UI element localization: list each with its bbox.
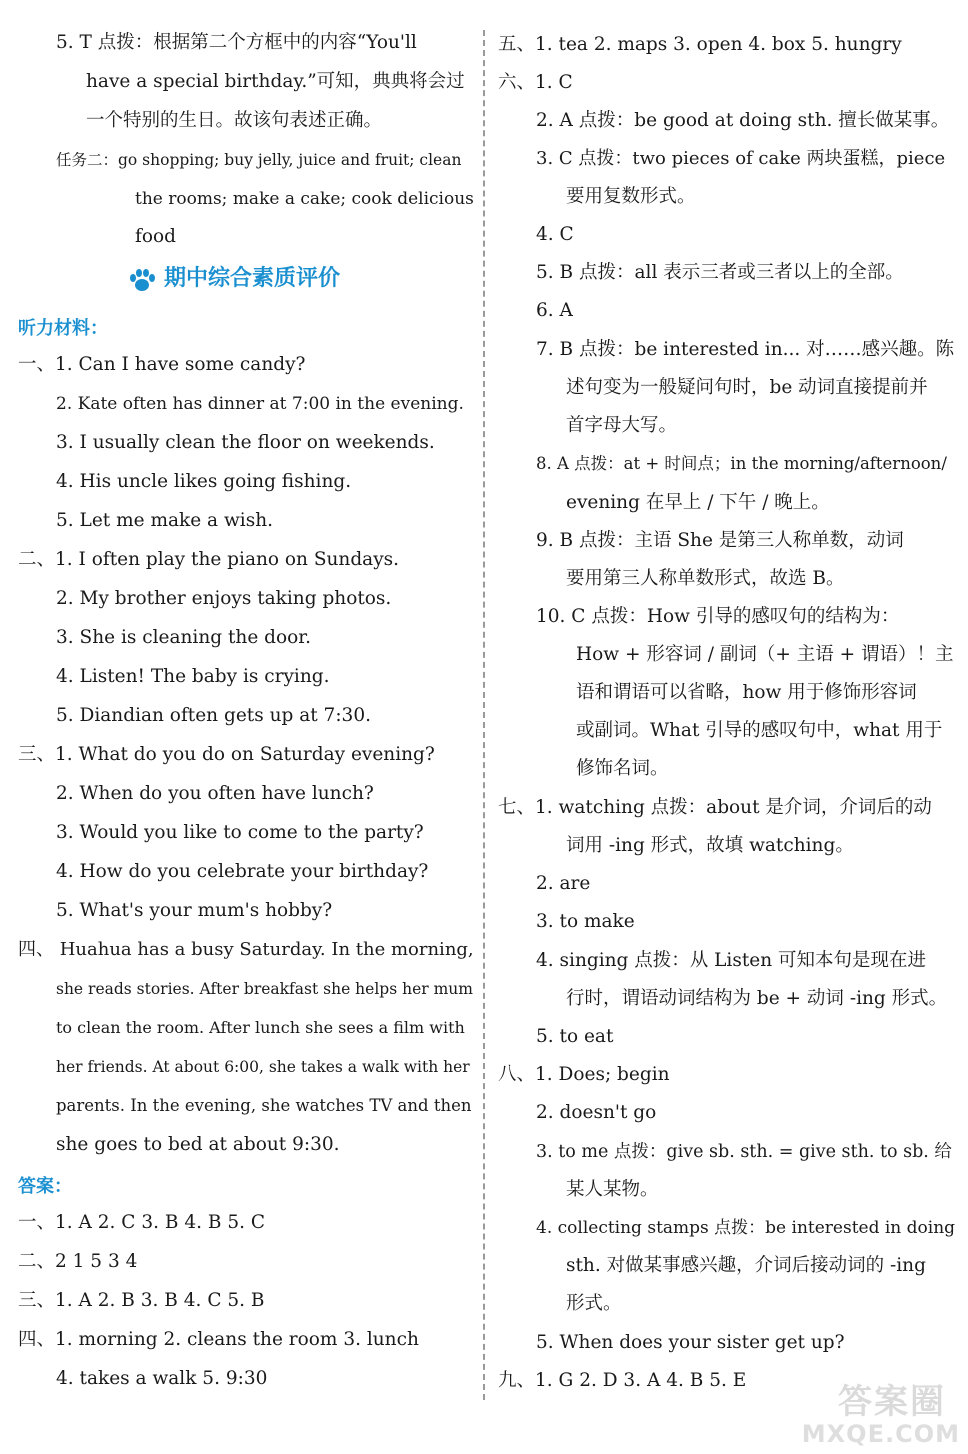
s4-line5: parents. In the evening, she watches TV and then <box>56 1096 472 1115</box>
r7-2: 2. are <box>536 873 591 894</box>
item5-line1: 5. T 点拨：根据第二个方框中的内容“You'll <box>56 32 417 53</box>
section-title-text: 期中综合素质评价 <box>164 266 341 291</box>
r8-4c: 形式。 <box>566 1293 622 1314</box>
s4-line1: 四、 Huahua has a busy Saturday. In the morning, <box>18 939 474 960</box>
answer-row-1: 一、1. A 2. C 3. B 4. B 5. C <box>18 1212 266 1233</box>
task2-line3: food <box>135 226 176 247</box>
s4-line3: to clean the room. After lunch she sees a film with <box>56 1018 465 1037</box>
r8-4a: 4. collecting stamps 点拨：be interested in doing <box>536 1218 956 1238</box>
r7-4b: 行时，谓语动词结构为 be + 动词 -ing 形式。 <box>566 988 948 1009</box>
r6-3a: 3. C 点拨：two pieces of cake 两块蛋糕，piece <box>536 148 946 169</box>
site-watermark <box>774 1374 960 1448</box>
column-divider <box>483 30 485 1400</box>
r7-1a: 七、1. watching 点拨：about 是介词，介词后的动 <box>498 797 932 818</box>
r6-8b: evening 在早上 / 下午 / 晚上。 <box>566 492 830 513</box>
r6-7c: 首字母大写。 <box>566 415 678 436</box>
answer-row-4b: 4. takes a walk 5. 9:30 <box>56 1368 268 1389</box>
r8-2: 2. doesn't go <box>536 1102 657 1123</box>
task2-line1: 任务二：go shopping; buy jelly, juice and fruit; clean <box>56 151 462 169</box>
r6-10d: 或副词。What 引导的感叹句中，what 用于 <box>576 720 943 741</box>
listening-heading: 听力材料： <box>18 318 108 339</box>
item5-line2: have a special birthday.”可知，典典将会过 <box>86 71 465 92</box>
r8-1: 八、1. Does; begin <box>498 1064 670 1085</box>
s1-line3: 3. I usually clean the floor on weekends. <box>56 432 435 453</box>
task2-line2: the rooms; make a cake; cook delicious <box>135 189 474 209</box>
answer-row-2: 二、2 1 5 3 4 <box>18 1251 138 1272</box>
s2-line5: 5. Diandian often gets up at 7:30. <box>56 705 371 726</box>
r7-3: 3. to make <box>536 911 635 932</box>
r8-3a: 3. to me 点拨：give sb. sth. = give sth. to sb. 给 <box>536 1142 952 1162</box>
item5-line3: 一个特别的生日。故该句表述正确。 <box>86 110 383 131</box>
s1-line1: 一、1. Can I have some candy? <box>18 354 306 375</box>
s4-line4: her friends. At about 6:00, she takes a walk with her <box>56 1058 470 1076</box>
r7-5: 5. to eat <box>536 1026 614 1047</box>
r6-9b: 要用第三人称单数形式，故选 B。 <box>566 568 845 589</box>
s2-line1: 二、1. I often play the piano on Sundays. <box>18 549 400 570</box>
s4-line6: she goes to bed at about 9:30. <box>56 1134 340 1155</box>
r6-10c: 语和谓语可以省略，how 用于修饰形容词 <box>576 682 917 703</box>
r8-4b: sth. 对做某事感兴趣，介词后接动词的 -ing <box>566 1255 926 1276</box>
s1-line5: 5. Let me make a wish. <box>56 510 274 531</box>
r6-7a: 7. B 点拨：be interested in... 对……感兴趣。陈 <box>536 339 955 360</box>
answer-row-4: 四、1. morning 2. cleans the room 3. lunch <box>18 1329 419 1350</box>
r7-4a: 4. singing 点拨：从 Listen 可知本句是现在进 <box>536 950 927 971</box>
s3-line2: 2. When do you often have lunch? <box>56 783 374 804</box>
paw-icon <box>128 267 156 293</box>
s2-line3: 3. She is cleaning the door. <box>56 627 311 648</box>
s1-line2: 2. Kate often has dinner at 7:00 in the evening. <box>56 394 464 414</box>
r6-9a: 9. B 点拨：主语 She 是第三人称单数，动词 <box>536 530 904 551</box>
r6-10e: 修饰名词。 <box>576 758 669 779</box>
answers-heading: 答案： <box>18 1176 72 1197</box>
r6-8a: 8. A 点拨：at + 时间点；in the morning/afternoon/ <box>536 454 947 473</box>
s3-line4: 4. How do you celebrate your birthday? <box>56 861 429 882</box>
s1-line4: 4. His uncle likes going fishing. <box>56 471 352 492</box>
watermark-bottom: MXQE.COM <box>801 1420 960 1448</box>
watermark-top: 答案圈 <box>838 1382 946 1422</box>
r8-5: 5. When does your sister get up? <box>536 1332 845 1353</box>
r6-10a: 10. C 点拨：How 引导的感叹句的结构为： <box>536 606 900 627</box>
r9-line: 九、1. G 2. D 3. A 4. B 5. E <box>498 1370 747 1391</box>
s3-line5: 5. What's your mum's hobby? <box>56 900 333 921</box>
s3-line3: 3. Would you like to come to the party? <box>56 822 424 843</box>
r6-4: 4. C <box>536 224 574 245</box>
r6-2: 2. A 点拨：be good at doing sth. 擅长做某事。 <box>536 110 950 131</box>
s3-line1: 三、1. What do you do on Saturday evening? <box>18 744 435 765</box>
s4-line2: she reads stories. After breakfast she helps her mum <box>56 980 473 998</box>
r8-3b: 某人某物。 <box>566 1179 659 1200</box>
r6-6: 6. A <box>536 300 573 321</box>
r6-7b: 述句变为一般疑问句时，be 动词直接提前并 <box>566 377 928 398</box>
answer-row-3: 三、1. A 2. B 3. B 4. C 5. B <box>18 1290 265 1311</box>
r6-10b: How + 形容词 / 副词（+ 主语 + 谓语）！主 <box>576 644 954 665</box>
s2-line2: 2. My brother enjoys taking photos. <box>56 588 392 609</box>
s2-line4: 4. Listen! The baby is crying. <box>56 666 330 687</box>
r5-line: 五、1. tea 2. maps 3. open 4. box 5. hungry <box>498 34 902 55</box>
r6-5: 5. B 点拨：all 表示三者或三者以上的全部。 <box>536 262 904 283</box>
r7-1b: 词用 -ing 形式，故填 watching。 <box>566 835 854 856</box>
r6-1: 六、1. C <box>498 72 573 93</box>
r6-3b: 要用复数形式。 <box>566 186 696 207</box>
